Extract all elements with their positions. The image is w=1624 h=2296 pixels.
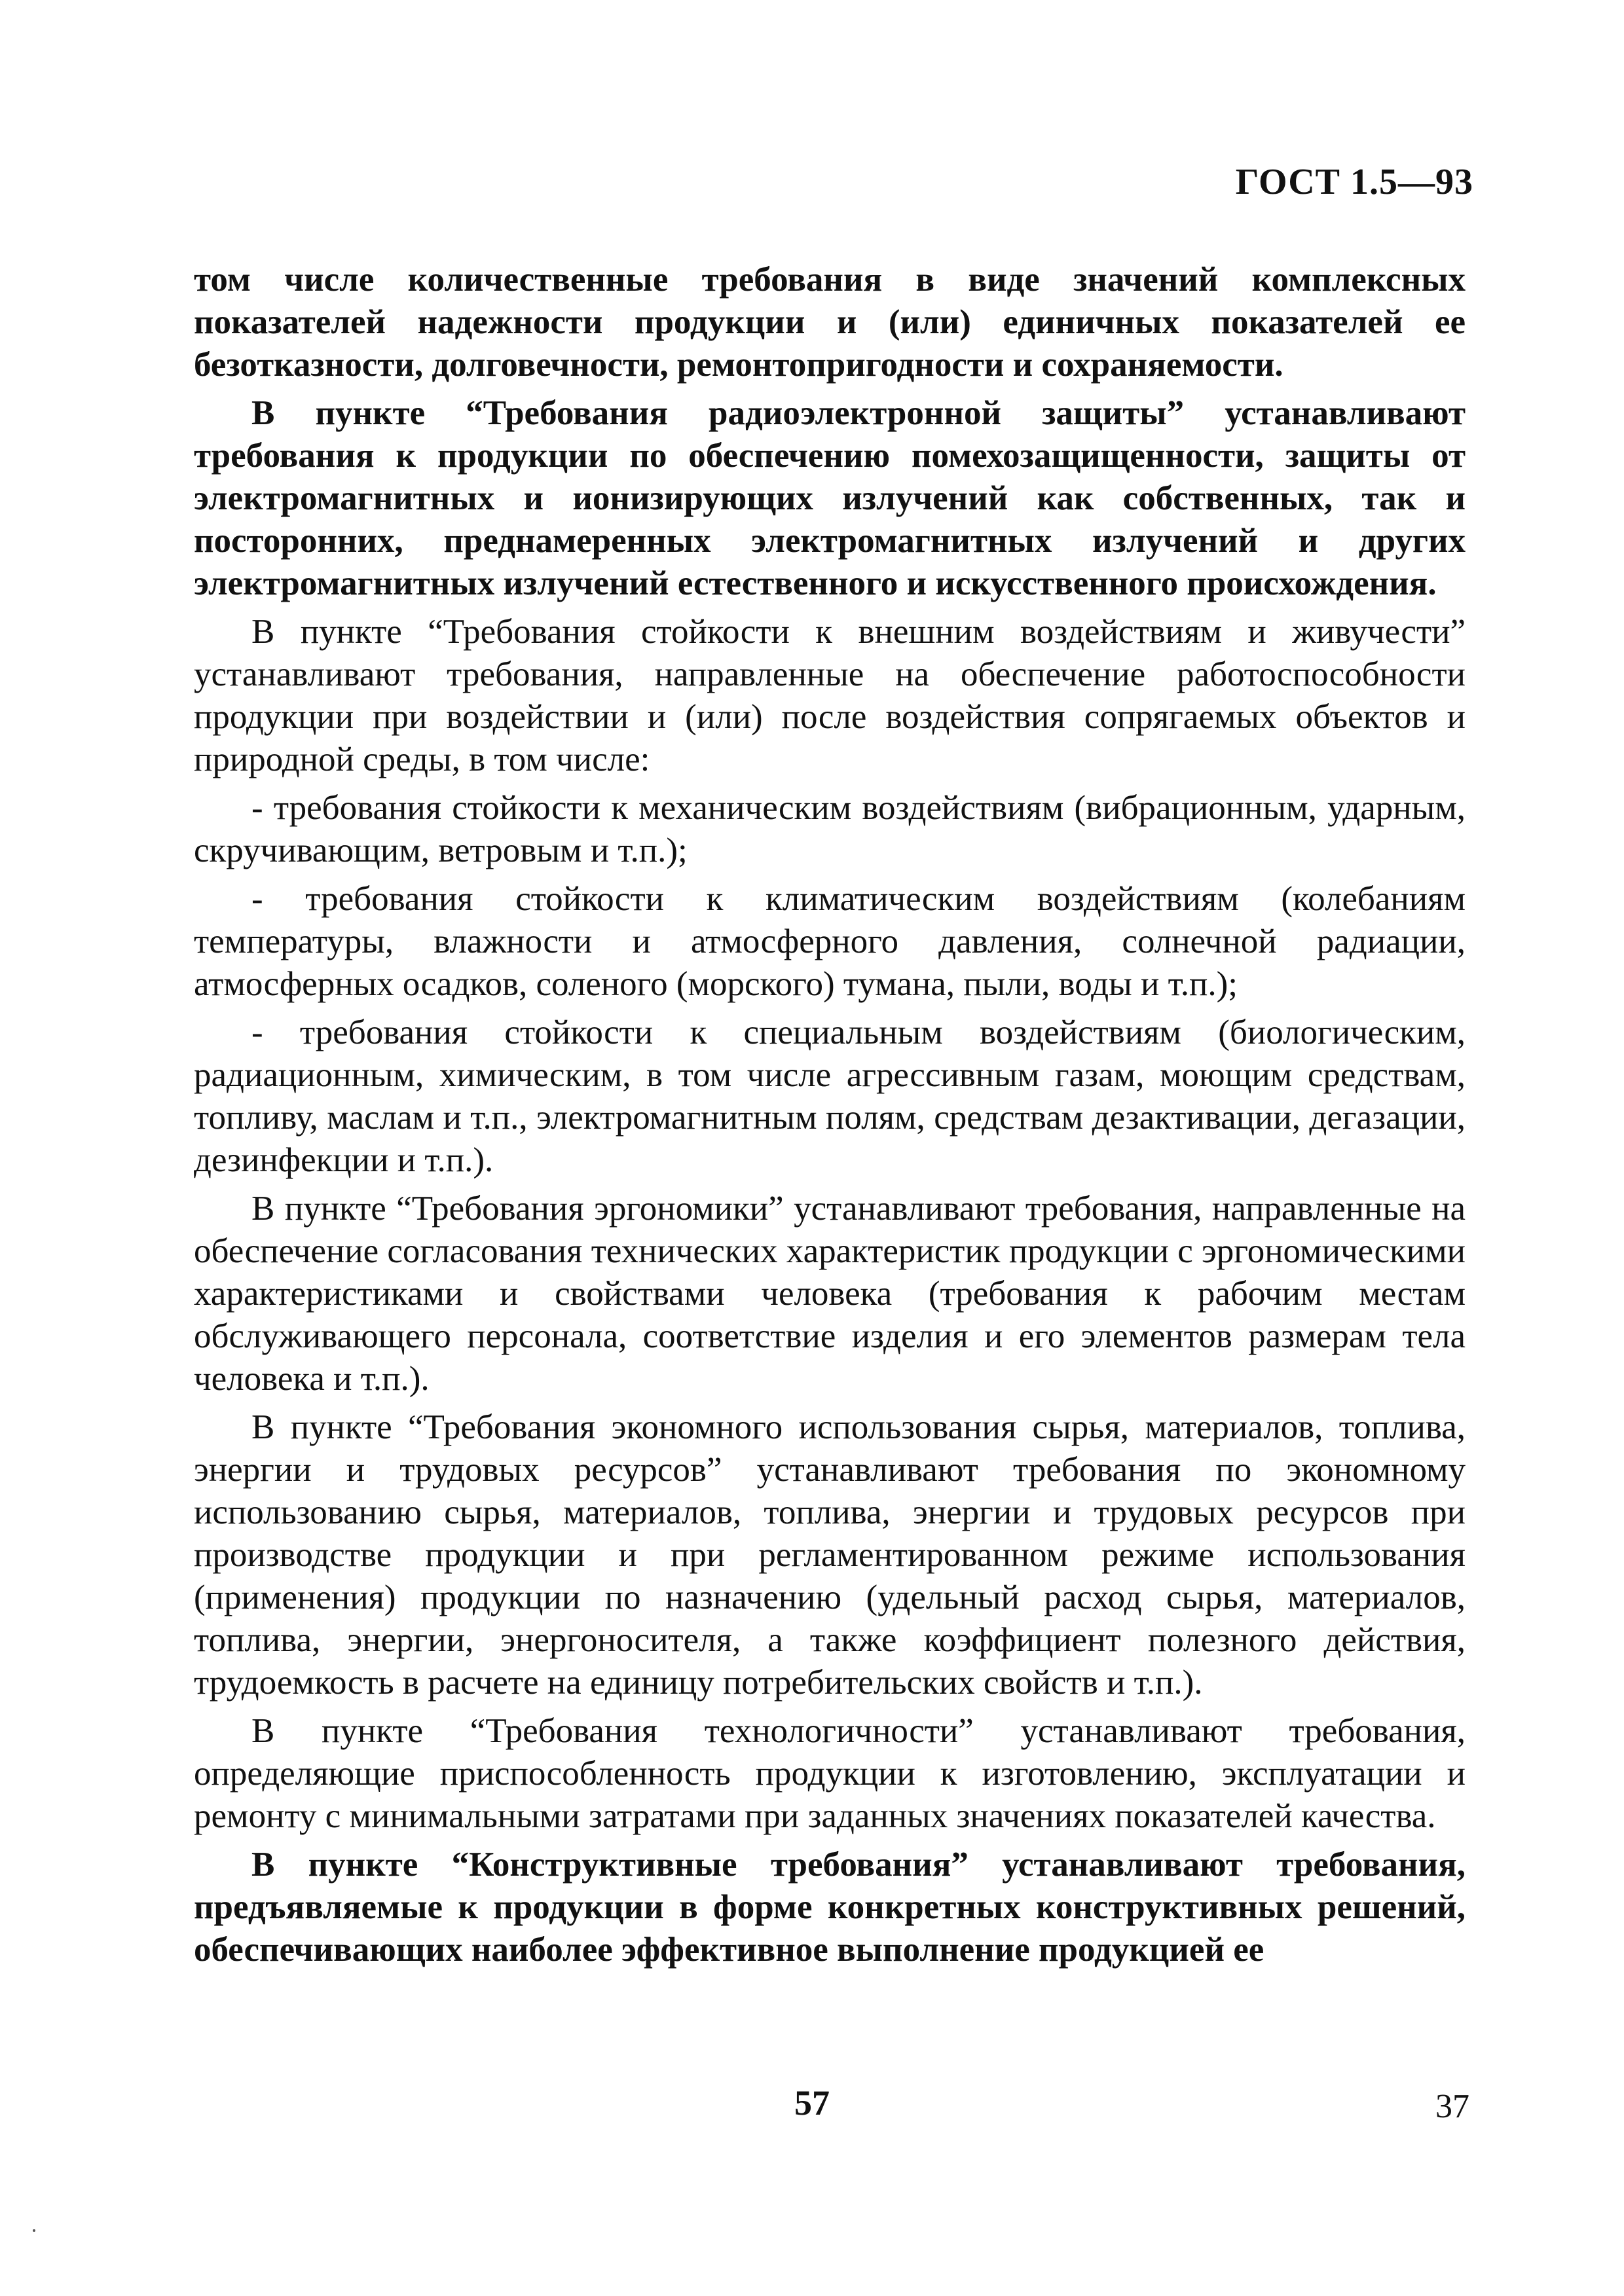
paragraph-manufacturability: В пункте “Требования технологичности” устанавливают требования, определяющие приспособленность продукции к изготовлению, эксплуатации и ремонту с минимальными затратами при заданных значениях показателей качества. bbox=[194, 1712, 1466, 1835]
standard-code-header: ГОСТ 1.5—93 bbox=[1235, 162, 1473, 202]
paragraph-design-requirements: В пункте “Конструктивные требования” устанавливают требования, предъявляемые к продукции в форме конкретных конструктивных решений, обеспечивающих наиболее эффективное выполнение продукцией ее bbox=[194, 1846, 1466, 1969]
paragraph-ergonomics: В пункте “Требования эргономики” устанавливают требования, направленные на обеспечение согласования технических характеристик продукции с эргономическими характеристиками и свойствами человека (требования к рабочим местам обслуживающего персонала, соответствие изделия и его элементов размерам тела человека и т.п.). bbox=[194, 1190, 1466, 1398]
scan-speck bbox=[33, 2229, 35, 2232]
page-number-right: 37 bbox=[1435, 2088, 1469, 2125]
paragraph-radioelectronic-protection: В пункте “Требования радиоэлектронной защиты” устанавливают требования к продукции по обеспечению помехозащищенности, защиты от электромагнитных и ионизирующих излучений как собственных, так и посторонних, преднамеренных электромагнитных излучений и других электромагнитных излучений естественного и искусственного происхождения. bbox=[194, 394, 1466, 602]
list-item-mechanical: - требования стойкости к механическим воздействиям (вибрационным, ударным, скручивающим, ветровым и т.п.); bbox=[194, 789, 1466, 869]
paragraph-continuation: том числе количественные требования в виде значений комплексных показателей надежности продукции и (или) единичных показателей ее безотказности, долговечности, ремонтопригодности и сохраняемости. bbox=[194, 261, 1466, 384]
page-number-center: 57 bbox=[794, 2083, 830, 2123]
paragraph-resistance-survivability: В пункте “Требования стойкости к внешним воздействиям и живучести” устанавливают требования, направленные на обеспечение работоспособности продукции при воздействии и (или) после воздействия сопрягаемых объектов и природной среды, в том числе: bbox=[194, 613, 1466, 778]
document-body bbox=[194, 259, 1466, 1977]
list-item-special: - требования стойкости к специальным воздействиям (биологическим, радиационным, химическим, в том числе агрессивным газам, моющим средствам, топливу, маслам и т.п., электромагнитным полям, средствам дезактивации, дегазации, дезинфекции и т.п.). bbox=[194, 1013, 1466, 1179]
paragraph-economic-use: В пункте “Требования экономного использования сырья, материалов, топлива, энергии и трудовых ресурсов” устанавливают требования по экономному использованию сырья, материалов, топлива, энергии и трудовых ресурсов при производстве продукции и при регламентированном режиме использования (применения) продукции по назначению (удельный расход сырья, материалов, топлива, энергии, энергоносителя, а также коэффициент полезного действия, трудоемкость в расчете на единицу потребительских свойств и т.п.). bbox=[194, 1408, 1466, 1702]
list-item-climatic: - требования стойкости к климатическим воздействиям (колебаниям температуры, влажности и атмосферного давления, солнечной радиации, атмосферных осадков, соленого (морского) тумана, пыли, воды и т.п.); bbox=[194, 880, 1466, 1003]
